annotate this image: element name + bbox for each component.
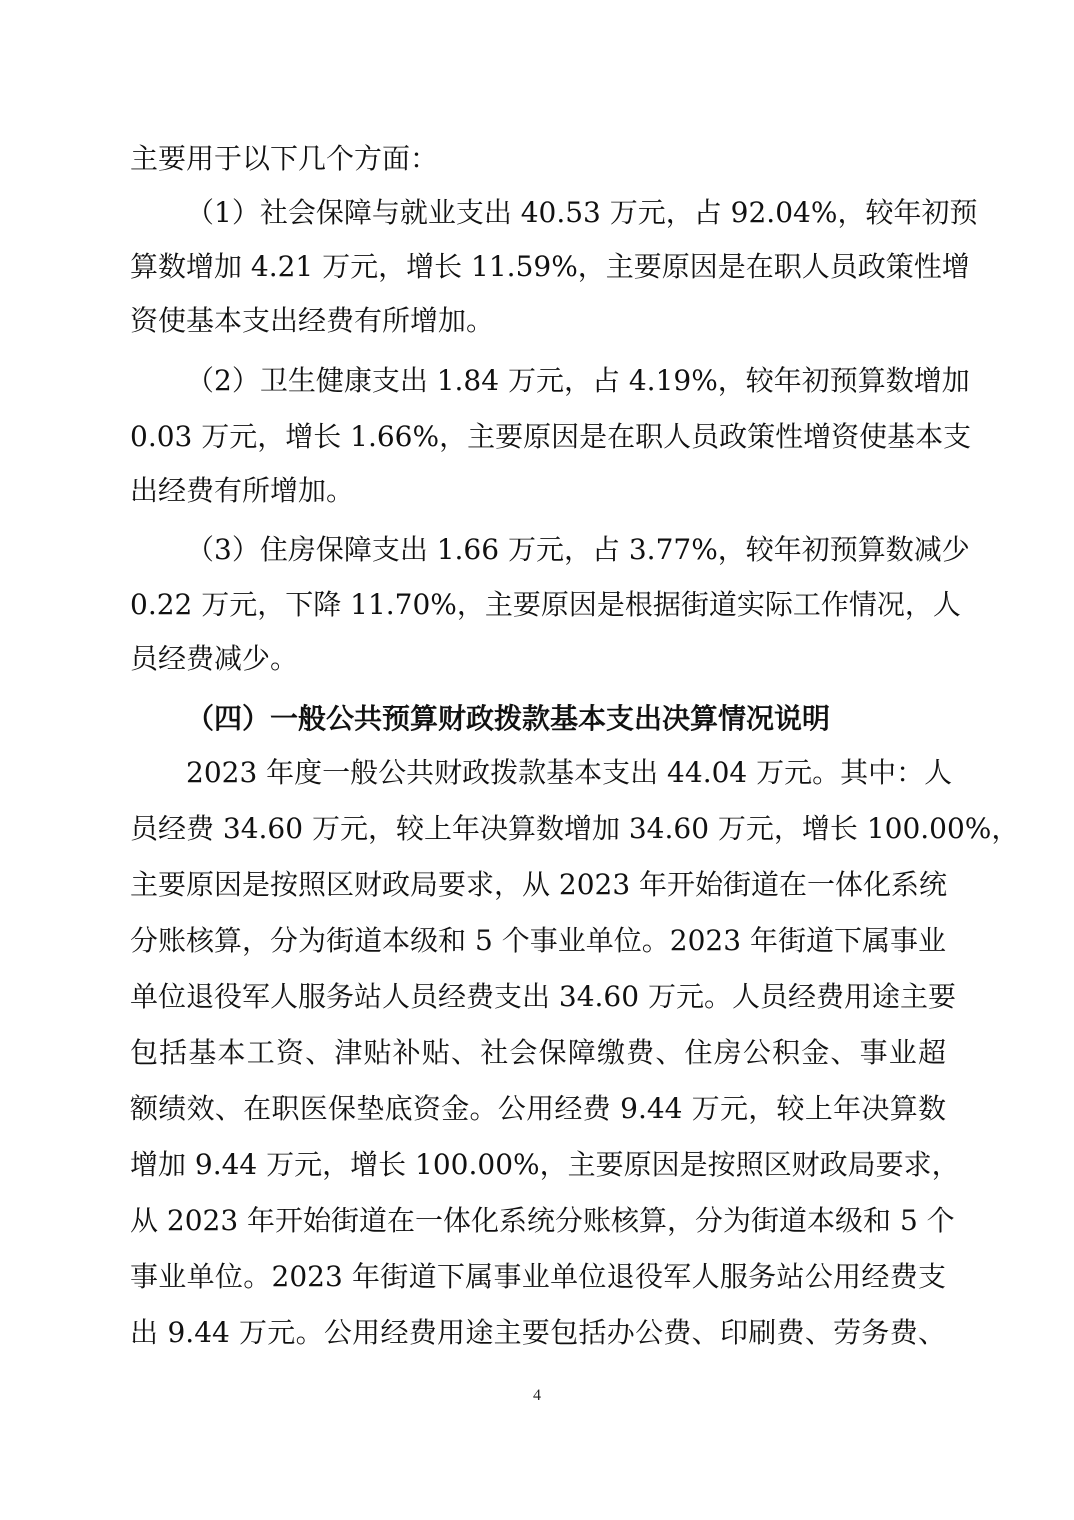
paragraph-line: （2）卫生健康支出 1.84 万元，占 4.19%，较年初预算数增加 — [186, 364, 970, 397]
paragraph-line: 0.03 万元，增长 1.66%，主要原因是在职人员政策性增资使基本支 — [130, 420, 972, 453]
paragraph-line: 0.22 万元，下降 11.70%，主要原因是根据街道实际工作情况，人 — [130, 588, 961, 621]
paragraph-line: 主要原因是按照区财政局要求，从 2023 年开始街道在一体化系统 — [130, 868, 948, 901]
paragraph-line: 算数增加 4.21 万元，增长 11.59%，主要原因是在职人员政策性增 — [130, 250, 970, 283]
paragraph-line: 增加 9.44 万元，增长 100.00%，主要原因是按照区财政局要求， — [130, 1148, 960, 1181]
paragraph-line: （1）社会保障与就业支出 40.53 万元，占 92.04%，较年初预 — [186, 196, 978, 229]
paragraph-line: 2023 年度一般公共财政拨款基本支出 44.04 万元。其中：人 — [186, 756, 953, 789]
paragraph-line: 员经费 34.60 万元，较上年决算数增加 34.60 万元，增长 100.00%， — [130, 812, 1020, 845]
paragraph-line: 出经费有所增加。 — [130, 474, 355, 507]
paragraph-line: 出 9.44 万元。公用经费用途主要包括办公费、印刷费、劳务费、 — [130, 1316, 946, 1349]
page-number: 4 — [533, 1387, 541, 1404]
paragraph-line: 主要用于以下几个方面： — [130, 142, 439, 175]
section-heading: （四）一般公共预算财政拨款基本支出决算情况说明 — [186, 702, 831, 735]
paragraph-line: 分账核算，分为街道本级和 5 个事业单位。2023 年街道下属事业 — [130, 924, 946, 957]
paragraph-line: 事业单位。2023 年街道下属事业单位退役军人服务站公用经费支 — [130, 1260, 946, 1293]
paragraph-line: 从 2023 年开始街道在一体化系统分账核算，分为街道本级和 5 个 — [130, 1204, 955, 1237]
paragraph-line: 包括基本工资、津贴补贴、社会保障缴费、住房公积金、事业超 — [130, 1036, 946, 1069]
paragraph-line: 资使基本支出经费有所增加。 — [130, 304, 495, 337]
paragraph-line: （3）住房保障支出 1.66 万元，占 3.77%，较年初预算数减少 — [186, 533, 970, 566]
paragraph-line: 单位退役军人服务站人员经费支出 34.60 万元。人员经费用途主要 — [130, 980, 956, 1013]
paragraph-line: 额绩效、在职医保垫底资金。公用经费 9.44 万元，较上年决算数 — [130, 1092, 946, 1125]
paragraph-line: 员经费减少。 — [130, 642, 299, 675]
